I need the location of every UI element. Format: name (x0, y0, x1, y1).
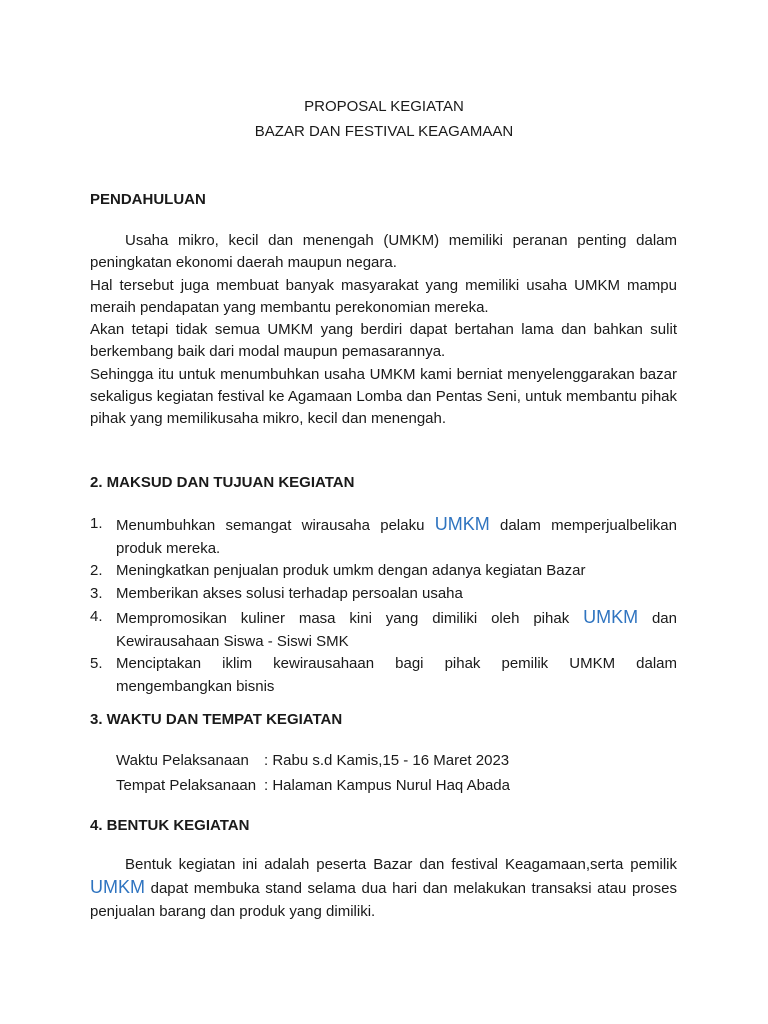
intro-paragraph-2: Hal tersebut juga membuat banyak masyarakat yang memiliki usaha UMKM mampu meraih pendapatan yang membantu perekonomian mereka. (90, 276, 677, 316)
list-item-number: 1. (90, 515, 103, 532)
list-item-number: 5. (90, 655, 103, 673)
list-item-number: 4. (90, 607, 103, 625)
list-item-text-after: dalam memperjualbelikan produk mereka. (116, 517, 677, 557)
list-item (90, 606, 677, 653)
heading-maksud-tujuan: 2. MAKSUD DAN TUJUAN KEGIATAN (90, 474, 355, 491)
intro-paragraphs (90, 230, 677, 431)
intro-paragraph-1: Usaha mikro, kecil dan menengah (UMKM) memiliki peranan penting dalam peningkatan ekonomi daerah maupun negara. (90, 232, 677, 272)
list-item-text-after: dan Kewirausahaan Siswa - Siswi SMK (116, 609, 677, 650)
bentuk-paragraph (90, 853, 677, 923)
tempat-label: Tempat Pelaksanaan (116, 777, 257, 794)
list-item (90, 560, 677, 583)
tempat-value: : Halaman Kampus Nurul Haq Abada (264, 777, 510, 794)
list-item-number: 2. (90, 562, 103, 580)
goals-list (90, 513, 677, 699)
title-line-1: PROPOSAL KEGIATAN (304, 98, 464, 115)
bentuk-text-before: Bentuk kegiatan ini adalah peserta Bazar dan festival Keagamaan,serta pemilik (125, 856, 677, 873)
bentuk-text (90, 853, 677, 923)
umkm-link[interactable]: UMKM (90, 877, 145, 897)
list-item-text: Menumbuhkan semangat wirausaha pelaku (116, 517, 435, 534)
tempat-row (116, 773, 510, 798)
heading-waktu-tempat: 3. WAKTU DAN TEMPAT KEGIATAN (90, 711, 343, 728)
umkm-link[interactable]: UMKM (434, 514, 490, 534)
list-item (90, 583, 677, 606)
list-item-text: Meningkatkan penjualan produk umkm dengan adanya kegiatan Bazar (116, 562, 586, 580)
schedule-details (116, 748, 510, 798)
list-item-text: Mempromosikan kuliner masa kini yang dimiliki oleh pihak (116, 609, 584, 627)
umkm-link[interactable]: UMKM (583, 606, 639, 627)
list-item-number: 3. (90, 585, 103, 603)
waktu-label: Waktu Pelaksanaan (116, 752, 249, 769)
waktu-row (116, 748, 510, 773)
title-line-2: BAZAR DAN FESTIVAL KEAGAMAAN (254, 123, 514, 140)
list-item (90, 653, 677, 698)
waktu-value: : Rabu s.d Kamis,15 - 16 Maret 2023 (264, 752, 510, 769)
list-item-text: Memberikan akses solusi terhadap persoalan usaha (116, 585, 463, 603)
bentuk-text-after: dapat membuka stand selama dua hari dan melakukan transaksi atau proses penjualan barang dan produk yang dimiliki. (90, 880, 677, 920)
list-item (90, 513, 677, 560)
intro-paragraph-3: Akan tetapi tidak semua UMKM yang berdiri dapat bertahan lama dan bahkan sulit berkembang baik dari modal maupun pemasarannya. (90, 321, 677, 361)
document-title (0, 94, 768, 144)
heading-bentuk-kegiatan: 4. BENTUK KEGIATAN (90, 817, 250, 834)
list-item-text: Menciptakan iklim kewirausahaan bagi pihak pemilik UMKM dalam mengembangkan bisnis (116, 655, 677, 695)
intro-paragraph-4: Sehingga itu untuk menumbuhkan usaha UMKM kami berniat menyelenggarakan bazar sekaligus kegiatan festival ke Agamaan Lomba dan Pentas Seni, untuk membantu pihak pihak yang memilikusaha mikro, kecil dan menengah. (90, 365, 677, 428)
heading-pendahuluan: PENDAHULUAN (90, 191, 206, 208)
